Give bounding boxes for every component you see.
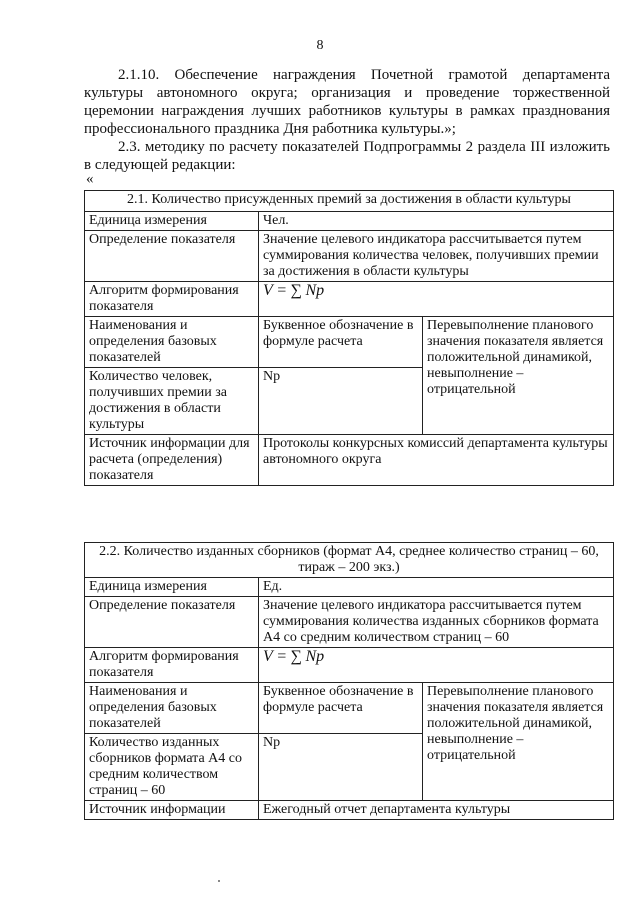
formula-eq: = xyxy=(276,648,288,665)
unit-label: Единица измерения xyxy=(85,212,259,231)
table-row xyxy=(85,231,614,282)
base-name: Количество человек, получивших премии за достижения в области культуры xyxy=(85,368,259,435)
letter-label: Буквенное обозначение в формуле расчета xyxy=(259,683,423,734)
page-number: 8 xyxy=(316,38,324,53)
definition-label: Определение показателя xyxy=(85,597,259,648)
base-name: Количество изданных сборников формата А4 со средним количеством страниц – 60 xyxy=(85,734,259,801)
open-quote: « xyxy=(86,171,94,187)
names-label: Наименования и определения базовых показателей xyxy=(85,683,259,734)
definition-label: Определение показателя xyxy=(85,231,259,282)
dynamics-text: Перевыполнение планового значения показателя является положительной динамикой, невыполнение – отрицательной xyxy=(423,317,614,435)
table-row xyxy=(85,191,614,212)
scan-speck xyxy=(218,880,220,882)
table-row xyxy=(85,212,614,231)
algorithm-label: Алгоритм формирования показателя xyxy=(85,282,259,317)
letter-label: Буквенное обозначение в формуле расчета xyxy=(259,317,423,368)
unit-value: Ед. xyxy=(259,578,614,597)
table-row xyxy=(85,282,614,317)
sum-icon: ∑ xyxy=(290,282,302,299)
table-row xyxy=(85,317,614,368)
paragraph-2-3: 2.3. методику по расчету показателей Подпрограммы 2 раздела III изложить в следующей редакции: xyxy=(84,139,610,173)
table-row xyxy=(85,683,614,734)
paragraph-2-1-10: 2.1.10. Обеспечение награждения Почетной грамотой департамента культуры автономного округа; организация и проведение торжественной церемонии награждения лучших работников культуры в рамках празднования профессионального праздника Дня работника культуры.»; xyxy=(84,67,610,137)
table-row xyxy=(85,597,614,648)
table-title: 2.2. Количество изданных сборников (формат А4, среднее количество страниц – 60, тираж – 200 экз.) xyxy=(85,543,614,578)
algorithm-label: Алгоритм формирования показателя xyxy=(85,648,259,683)
intro-text xyxy=(84,66,610,174)
formula xyxy=(259,648,614,683)
table-row xyxy=(85,543,614,578)
table-row xyxy=(85,648,614,683)
dynamics-text: Перевыполнение планового значения показателя является положительной динамикой, невыполнение – отрицательной xyxy=(423,683,614,801)
unit-label: Единица измерения xyxy=(85,578,259,597)
base-letter: Np xyxy=(259,368,423,435)
formula-var: Np xyxy=(305,282,325,299)
source-label: Источник информации для расчета (определения) показателя xyxy=(85,435,259,486)
table-title: 2.1. Количество присужденных премий за достижения в области культуры xyxy=(85,191,614,212)
indicator-table-2-2 xyxy=(84,542,614,820)
formula-lhs: V xyxy=(263,648,273,665)
table-row xyxy=(85,435,614,486)
names-label: Наименования и определения базовых показателей xyxy=(85,317,259,368)
unit-value: Чел. xyxy=(259,212,614,231)
formula-var: Np xyxy=(305,648,325,665)
table-row xyxy=(85,578,614,597)
formula-eq: = xyxy=(276,282,288,299)
indicator-table-2-1 xyxy=(84,190,614,486)
source-value: Ежегодный отчет департамента культуры xyxy=(259,801,614,820)
source-value: Протоколы конкурсных комиссий департамента культуры автономного округа xyxy=(259,435,614,486)
definition-value: Значение целевого индикатора рассчитывается путем суммирования количества изданных сборников формата А4 со средним количеством страниц – 60 xyxy=(259,597,614,648)
source-label: Источник информации xyxy=(85,801,259,820)
base-letter: Np xyxy=(259,734,423,801)
formula xyxy=(259,282,614,317)
sum-icon: ∑ xyxy=(290,648,302,665)
formula-lhs: V xyxy=(263,282,273,299)
table-row xyxy=(85,801,614,820)
definition-value: Значение целевого индикатора рассчитывается путем суммирования количества человек, получивших премии за достижения в области культуры xyxy=(259,231,614,282)
